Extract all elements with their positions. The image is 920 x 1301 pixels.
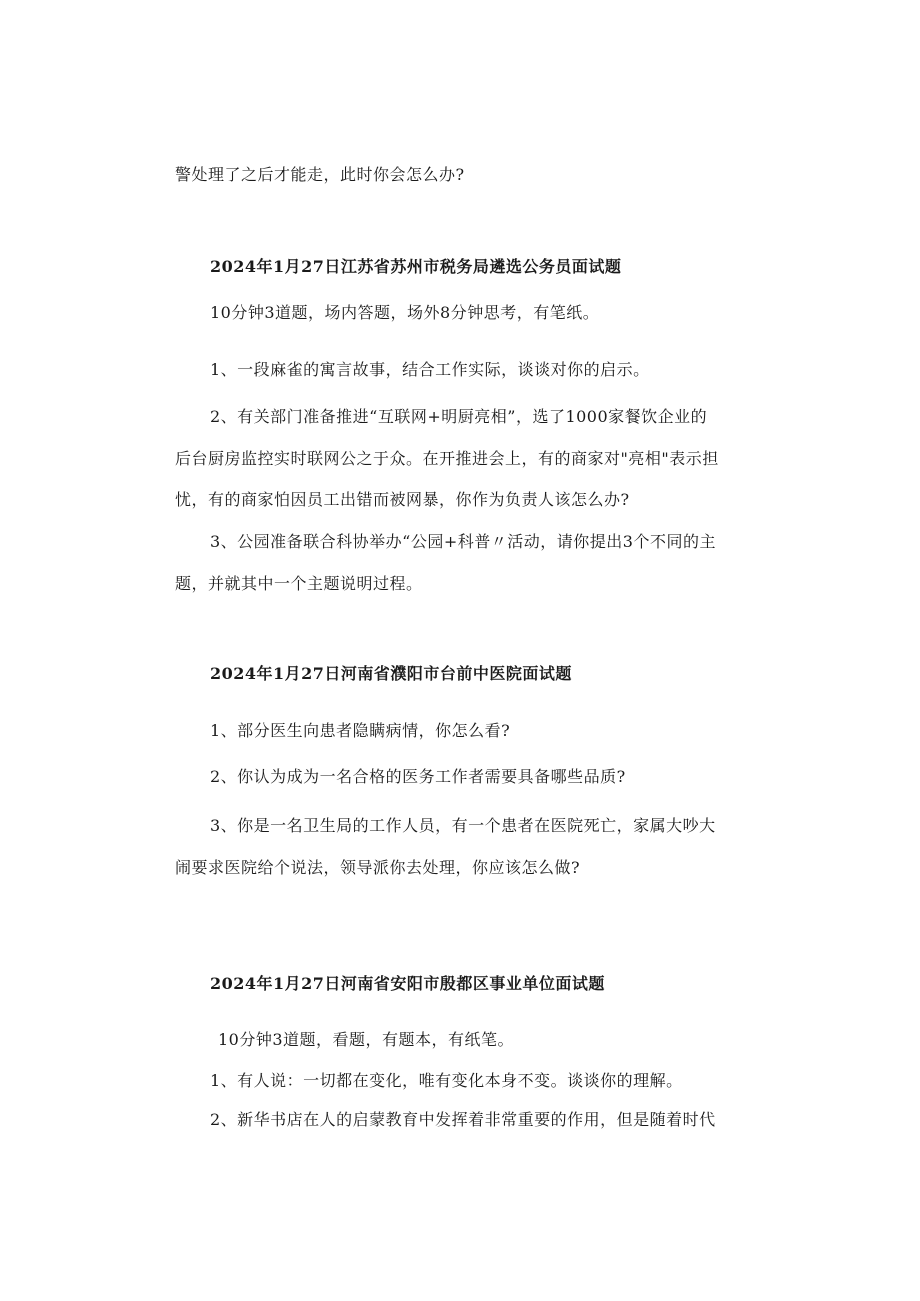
section-1-question-2-line-1: 2、有关部门准备推进“互联网+明厨亮相”，选了1000家餐饮企业的	[210, 407, 708, 426]
section-3-question-2-line-1: 2、新华书店在人的启蒙教育中发挥着非常重要的作用，但是随着时代	[210, 1110, 716, 1129]
section-3-intro: 10分钟3道题，看题，有题本，有纸笔。	[218, 1030, 515, 1049]
section-1-question-1: 1、一段麻雀的寓言故事，结合工作实际，谈谈对你的启示。	[210, 360, 650, 379]
section-2-question-2: 2、你认为成为一名合格的医务工作者需要具备哪些品质?	[210, 767, 626, 786]
section-2-question-1: 1、部分医生向患者隐瞒病情，你怎么看?	[210, 721, 511, 740]
section-3-question-1: 1、有人说：一切都在变化，唯有变化本身不变。谈谈你的理解。	[210, 1071, 683, 1090]
section-2-question-3-line-2: 闹要求医院给个说法，领导派你去处理，你应该怎么做?	[175, 858, 581, 877]
section-1-question-3-line-2: 题，并就其中一个主题说明过程。	[175, 574, 423, 593]
section-1-question-3-line-1: 3、公园准备联合科协举办“公园+科普〃活动，请你提出3个不同的主	[210, 532, 716, 551]
section-1-title: 2024年1月27日江苏省苏州市税务局遴选公务员面试题	[210, 257, 622, 276]
top-fragment-text: 警处理了之后才能走，此时你会怎么办?	[175, 165, 465, 184]
section-1-question-2-line-3: 忧，有的商家怕因员工出错而被网暴，你作为负责人该怎么办?	[175, 490, 630, 509]
section-2-question-3-line-1: 3、你是一名卫生局的工作人员，有一个患者在医院死亡，家属大吵大	[210, 816, 716, 835]
section-3-title: 2024年1月27日河南省安阳市殷都区事业单位面试题	[210, 974, 605, 993]
section-2-title: 2024年1月27日河南省濮阳市台前中医院面试题	[210, 664, 572, 683]
section-1-intro: 10分钟3道题，场内答题，场外8分钟思考，有笔纸。	[210, 303, 600, 322]
section-1-question-2-line-2: 后台厨房监控实时联网公之于众。在开推进会上，有的商家对"亮相"表示担	[175, 449, 719, 468]
